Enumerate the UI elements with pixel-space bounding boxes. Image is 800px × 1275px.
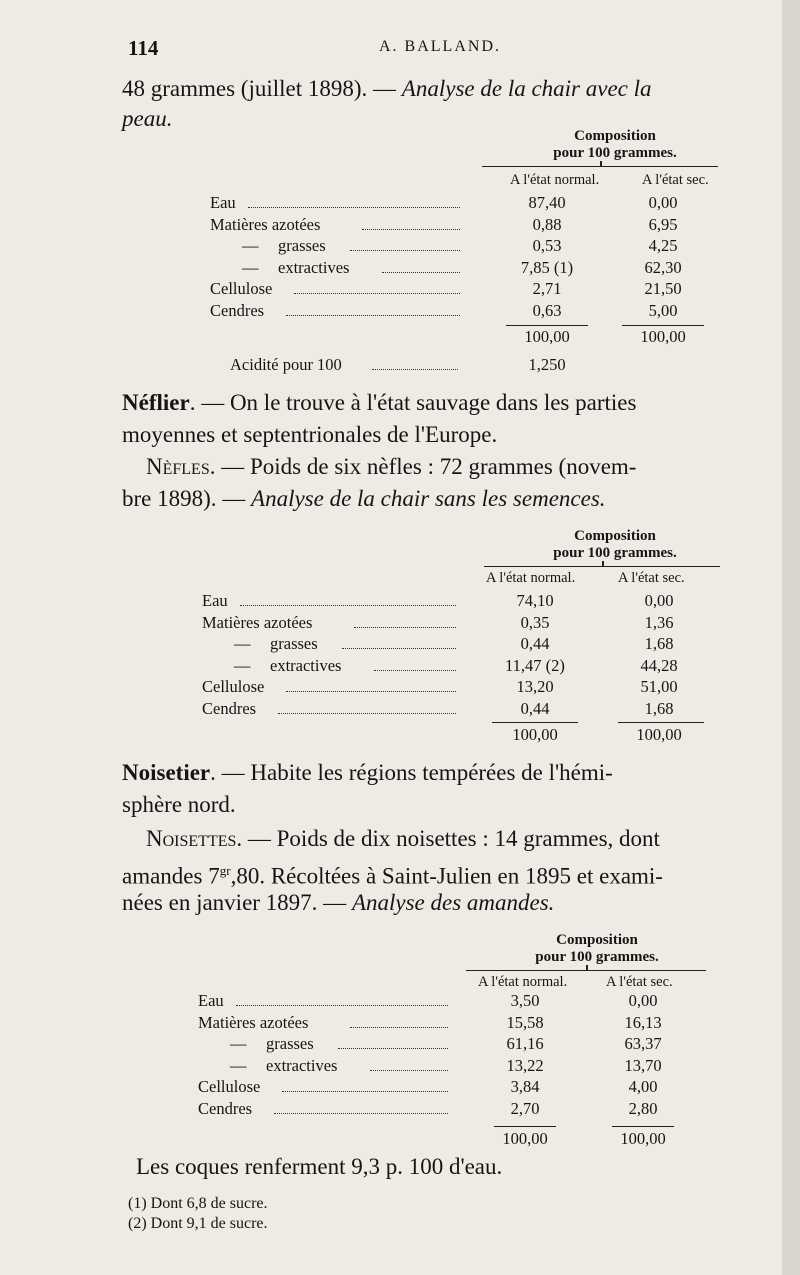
row-label — [242, 235, 326, 256]
row-label: Cellulose — [202, 677, 265, 696]
value-sec: 2,80 — [628, 1098, 658, 1118]
intro-italic: Analyse de la chair avec la — [401, 76, 652, 101]
row-label: Matières azotées — [202, 612, 313, 632]
table-row — [210, 300, 730, 321]
value-sec: 0,00 — [644, 591, 674, 610]
table-row — [202, 612, 722, 633]
label-text: extractives — [278, 257, 350, 277]
row-label: Eau — [202, 591, 228, 610]
heading-line-2: pour 100 grammes. — [553, 545, 677, 561]
table-row — [210, 192, 730, 213]
row-label: Cendres — [202, 698, 257, 718]
row-label: Eau — [210, 193, 236, 212]
nefles-label: Nèfles — [146, 454, 210, 479]
table-heading — [502, 932, 692, 966]
nefles-italic: Analyse de la chair sans les semences. — [251, 486, 606, 511]
value-normal: 15,58 — [506, 1012, 544, 1032]
value-normal: 0,44 — [520, 698, 550, 718]
value-normal: 61,16 — [506, 1034, 544, 1053]
value-normal: 3,84 — [510, 1077, 540, 1096]
label-text: extractives — [270, 655, 342, 675]
total-sec: 100,00 — [620, 1129, 666, 1148]
value-normal: 11,47 (2) — [505, 655, 565, 675]
leader — [282, 1091, 448, 1092]
total-sec: 100,00 — [640, 327, 686, 346]
row-label: Cellulose — [210, 279, 273, 298]
value-normal: 3,50 — [510, 991, 540, 1010]
value-sec: 5,00 — [648, 300, 678, 320]
table-row — [210, 257, 730, 278]
row-label — [230, 1055, 337, 1076]
sum-rule-2 — [612, 1126, 674, 1127]
table-row — [198, 1098, 718, 1119]
gram-superscript: gr — [219, 863, 231, 878]
table-row — [210, 235, 730, 256]
acidity-value: 1,250 — [528, 355, 566, 374]
leader — [350, 250, 460, 251]
noisetier-line-2: sphère nord. — [122, 792, 236, 817]
value-sec: 0,00 — [628, 991, 658, 1010]
acidity-row — [210, 354, 730, 375]
value-normal: 13,22 — [506, 1055, 544, 1075]
value-sec: 1,68 — [644, 634, 674, 653]
nefles-text: . — Poids de six nèfles : 72 grammes (novem- — [209, 454, 637, 479]
col-head-normal: A l'état normal. — [478, 974, 568, 990]
noisetier-line-3 — [122, 824, 768, 854]
leader — [274, 1113, 448, 1114]
leader — [286, 691, 456, 692]
ditto-dash: — — [242, 236, 259, 255]
heading-line-2: pour 100 grammes. — [535, 949, 659, 965]
value-sec: 62,30 — [644, 257, 682, 277]
neflier-line-4 — [122, 484, 768, 514]
noisettes-text: . — Poids de dix noisettes : 14 grammes, dont — [236, 826, 660, 851]
table-row — [202, 633, 722, 654]
value-normal: 87,40 — [528, 193, 566, 212]
row-label: Cendres — [198, 1098, 253, 1118]
heading-line-2: pour 100 grammes. — [553, 145, 677, 161]
noisetier-text: . — Habite les régions tempérées de l'hémi- — [210, 760, 613, 785]
row-label — [230, 1033, 314, 1054]
neflier-line-2: moyennes et septentrionales de l'Europe. — [122, 422, 498, 447]
col-head-sec: A l'état sec. — [606, 974, 673, 990]
table-row — [202, 698, 722, 719]
amandes-text: amandes 7 — [122, 863, 220, 889]
label-text: extractives — [266, 1055, 338, 1075]
heading-line-1: Composition — [556, 932, 638, 948]
label-text: grasses — [278, 236, 326, 255]
value-normal: 0,88 — [532, 214, 562, 234]
page-edge — [782, 0, 800, 1275]
heading-line-1: Composition — [574, 128, 656, 144]
recolte-text: ,80. Récoltées à Saint-Julien en 1895 et exami- — [230, 863, 663, 889]
value-sec: 1,36 — [644, 612, 674, 632]
value-sec: 51,00 — [640, 677, 678, 696]
value-normal: 0,63 — [532, 300, 562, 320]
value-normal: 7,85 (1) — [520, 257, 574, 277]
leader — [382, 272, 460, 273]
row-label: Matières azotées — [198, 1012, 309, 1032]
value-normal: 2,70 — [510, 1098, 540, 1118]
value-normal: 0,35 — [520, 612, 550, 632]
leader — [354, 627, 456, 628]
label-text: grasses — [266, 1034, 314, 1053]
neflier-line-3 — [122, 452, 768, 482]
col-head-normal: A l'état normal. — [510, 172, 600, 188]
col-head-normal: A l'état normal. — [486, 570, 576, 586]
table-row — [202, 676, 722, 697]
leader — [278, 713, 456, 714]
row-label: Matières azotées — [210, 214, 321, 234]
value-sec: 4,25 — [648, 236, 678, 255]
ditto-dash: — — [234, 634, 251, 653]
ditto-dash: — — [234, 655, 251, 675]
noisetier-line-1 — [122, 758, 768, 788]
leader — [286, 315, 460, 316]
value-normal: 2,71 — [532, 279, 562, 298]
table-row — [198, 1055, 718, 1076]
value-normal: 74,10 — [516, 591, 554, 610]
noisetier-name: Noisetier — [122, 760, 211, 785]
value-sec: 0,00 — [648, 193, 678, 212]
value-sec: 6,95 — [648, 214, 678, 234]
intro-italic-2: peau. — [122, 106, 173, 131]
value-sec: 63,37 — [624, 1034, 662, 1053]
sum-rule-2 — [618, 722, 704, 723]
noisetier-line-4 — [122, 856, 768, 892]
row-label — [242, 257, 349, 278]
row-label — [234, 633, 318, 654]
page-number: 114 — [128, 36, 159, 60]
value-sec: 44,28 — [640, 655, 678, 675]
value-normal: 0,44 — [520, 634, 550, 653]
total-normal: 100,00 — [502, 1129, 548, 1148]
row-label: Cendres — [210, 300, 265, 320]
leader — [374, 670, 456, 671]
row-label — [234, 655, 341, 676]
noisettes-label: Noisettes — [146, 826, 237, 851]
composition-table-1 — [210, 128, 730, 378]
intro-text: 48 grammes (juillet 1898). — — [122, 76, 402, 101]
table-row — [210, 278, 730, 299]
nefles-date: bre 1898). — — [122, 486, 252, 511]
value-sec: 13,70 — [624, 1055, 662, 1075]
table-row — [198, 1076, 718, 1097]
amandes-italic: Analyse des amandes. — [351, 890, 555, 915]
acidity-label: Acidité pour 100 — [230, 355, 342, 374]
leader — [350, 1027, 448, 1028]
table-row — [210, 214, 730, 235]
value-sec: 1,68 — [644, 698, 674, 718]
ditto-dash: — — [230, 1055, 247, 1075]
value-sec: 4,00 — [628, 1077, 658, 1096]
value-sec: 21,50 — [644, 279, 682, 298]
noisetier-line-5 — [122, 888, 768, 918]
table-row — [198, 1033, 718, 1054]
composition-table-2 — [202, 528, 722, 748]
table-row — [198, 1012, 718, 1033]
sum-rule-1 — [492, 722, 578, 723]
total-sec: 100,00 — [636, 725, 682, 744]
neflier-line-1 — [122, 388, 768, 418]
intro-line-1 — [122, 74, 768, 104]
leader — [248, 207, 460, 208]
footnote-2: (2) Dont 9,1 de sucre. — [128, 1215, 268, 1232]
leader — [294, 293, 460, 294]
col-head-sec: A l'état sec. — [618, 570, 685, 586]
leader — [342, 648, 456, 649]
table-row — [198, 990, 718, 1011]
leader — [362, 229, 460, 230]
value-normal: 0,53 — [532, 236, 562, 255]
composition-table-3 — [198, 932, 718, 1152]
col-head-sec: A l'état sec. — [642, 172, 709, 188]
value-sec: 16,13 — [624, 1012, 662, 1032]
ditto-dash: — — [230, 1034, 247, 1053]
neflier-text: . — On le trouve à l'état sauvage dans les parties — [189, 390, 637, 415]
table-row — [202, 655, 722, 676]
row-label: Cellulose — [198, 1077, 261, 1096]
table-row — [202, 590, 722, 611]
leader — [370, 1070, 448, 1071]
leader — [372, 369, 458, 370]
leader — [240, 605, 456, 606]
footnote-1: (1) Dont 6,8 de sucre. — [128, 1195, 268, 1212]
sum-rule-1 — [494, 1126, 556, 1127]
table-heading — [520, 528, 710, 562]
heading-line-1: Composition — [574, 528, 656, 544]
table-heading — [520, 128, 710, 162]
total-normal: 100,00 — [512, 725, 558, 744]
examinees-text: nées en janvier 1897. — — [122, 890, 352, 915]
value-normal: 13,20 — [516, 677, 554, 696]
page-header — [120, 36, 760, 62]
total-normal: 100,00 — [524, 327, 570, 346]
leader — [338, 1048, 448, 1049]
neflier-name: Néflier — [122, 390, 190, 415]
row-label: Eau — [198, 991, 224, 1010]
label-text: grasses — [270, 634, 318, 653]
closing-line: Les coques renferment 9,3 p. 100 d'eau. — [136, 1154, 503, 1179]
ditto-dash: — — [242, 257, 259, 277]
running-title: A. BALLAND. — [379, 38, 501, 55]
leader — [236, 1005, 448, 1006]
